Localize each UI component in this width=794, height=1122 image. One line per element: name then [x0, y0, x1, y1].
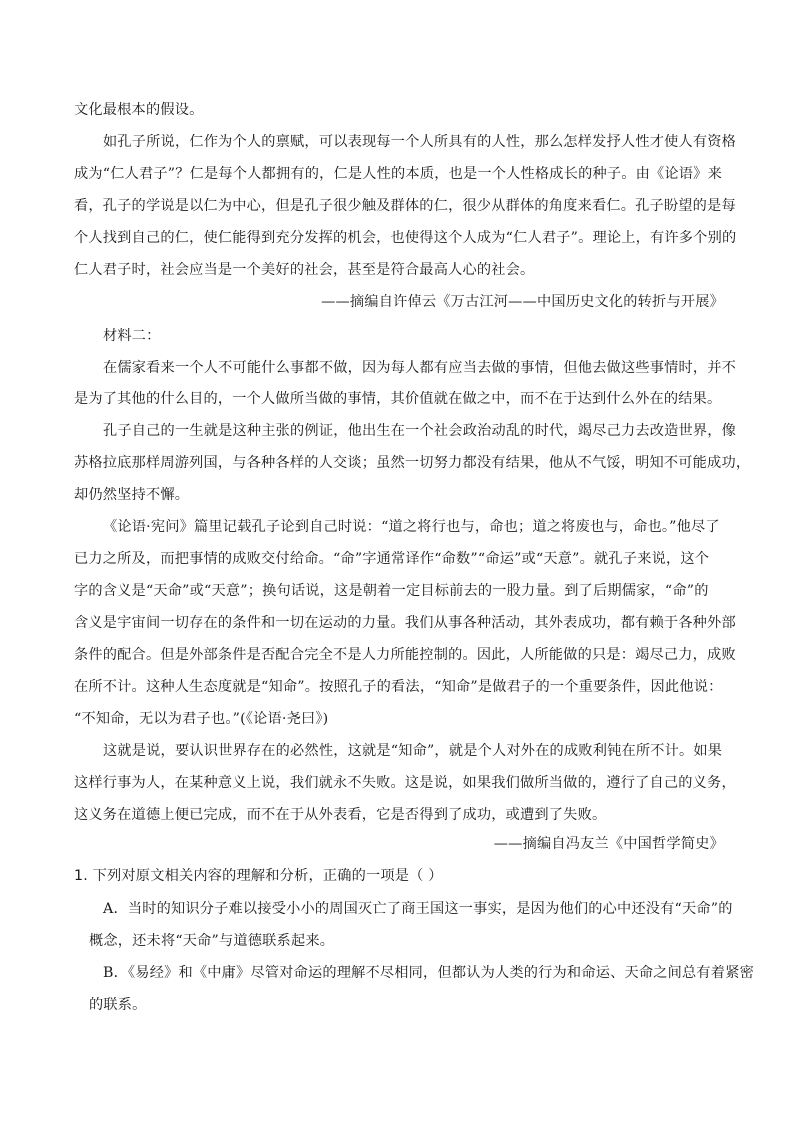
text-line: 文化最根本的假设。 — [74, 102, 204, 118]
option-b-cont: 的联系。 — [89, 997, 147, 1013]
material-label: 材料二： — [103, 328, 161, 344]
text-line: 仁人君子时，社会应当是一个美好的社会，甚至是符合最高人心的社会。 — [74, 262, 535, 278]
text-line: 看，孔子的学说是以仁为中心，但是孔子很少触及群体的仁，很少从群体的角度来看仁。孔子盼望的是每 — [74, 198, 736, 214]
text-line: 孔子自己的一生就是这种主张的例证，他出生在一个社会政治动乱的时代，竭尽己力去改造世界，像 — [103, 423, 737, 439]
text-line: 却仍然坚持不懈。 — [74, 487, 190, 503]
text-line: 字的含义是“天命”或“天意”；换句话说，这是朝着一定目标前去的一股力量。到了后期儒家，“命”的 — [74, 583, 709, 599]
text-line: 条件的配合。但是外部条件是否配合完全不是人力所能控制的。因此，人所能做的只是：竭尽己力，成败 — [74, 647, 736, 663]
option-a: A．当时的知识分子难以接受小小的周国灭亡了商王国这一事实，是因为他们的心中还没有“天命”的 — [103, 901, 733, 917]
text-line: 含义是宇宙间一切存在的条件和一切在运动的力量。我们从事各种活动，其外表成功，都有赖于各种外部 — [74, 615, 736, 631]
source-citation: ——摘编自许倬云《万古江河——中国历史文化的转折与开展》 — [321, 294, 724, 310]
text-line: 在所不计。这种人生态度就是“知命”。按照孔子的看法，“知命”是做君子的一个重要条件，因此他说： — [74, 679, 723, 695]
text-line: 在儒家看来一个人不可能什么事都不做，因为每人都有应当去做的事情，但他去做这些事情时，并不 — [103, 360, 737, 376]
text-line: 苏格拉底那样周游列国，与各种各样的人交谈；虽然一切努力都没有结果，他从不气馁，明知不可能成功， — [74, 455, 751, 471]
text-line: 这样行事为人，在某种意义上说，我们就永不失败。这是说，如果我们做所当做的，遵行了自己的义务， — [74, 775, 736, 791]
text-line: 如孔子所说，仁作为个人的禀赋，可以表现每一个人所具有的人性，那么怎样发抒人性才使人有资格 — [103, 134, 737, 150]
text-line: 个人找到自己的仁，使仁能得到充分发挥的机会，也使得这个人成为“仁人君子”。理论上，有许多个别的 — [74, 230, 737, 246]
text-line: 这就是说，要认识世界存在的必然性，这就是“知命”，就是个人对外在的成败利钝在所不计。如果 — [103, 743, 723, 759]
text-line: 这义务在道德上便已完成，而不在于从外表看，它是否得到了成功，或遭到了失败。 — [74, 807, 607, 823]
text-line: 已力之所及，而把事情的成败交付给命。“命”字通常译作“命数”“命运”或“天意”。就孔子来说，这个 — [74, 551, 710, 567]
question-stem: 1. 下列对原文相关内容的理解和分析，正确的一项是（ ） — [74, 868, 443, 884]
text-line: “不知命，无以为君子也。”(《论语·尧曰》) — [74, 711, 329, 727]
option-b: B．《易经》和《中庸》尽管对命运的理解不尽相同，但都认为人类的行为和命运、天命之间总有着紧密 — [103, 965, 754, 981]
text-line: 是为了其他的什么目的，一个人做所当做的事情，其价值就在做之中，而不在于达到什么外在的结果。 — [74, 391, 722, 407]
text-line: 成为“仁人君子”？仁是每个人都拥有的，仁是人性的本质，也是一个人性格成长的种子。由《论语》来 — [74, 166, 722, 182]
source-citation: ——摘编自冯友兰《中国哲学简史》 — [493, 836, 724, 852]
option-a-cont: 概念，还未将“天命”与道德联系起来。 — [89, 933, 335, 949]
text-line: 《论语·宪问》篇里记载孔子论到自己时说：“道之将行也与，命也；道之将废也与，命也。”他尽了 — [103, 519, 720, 535]
